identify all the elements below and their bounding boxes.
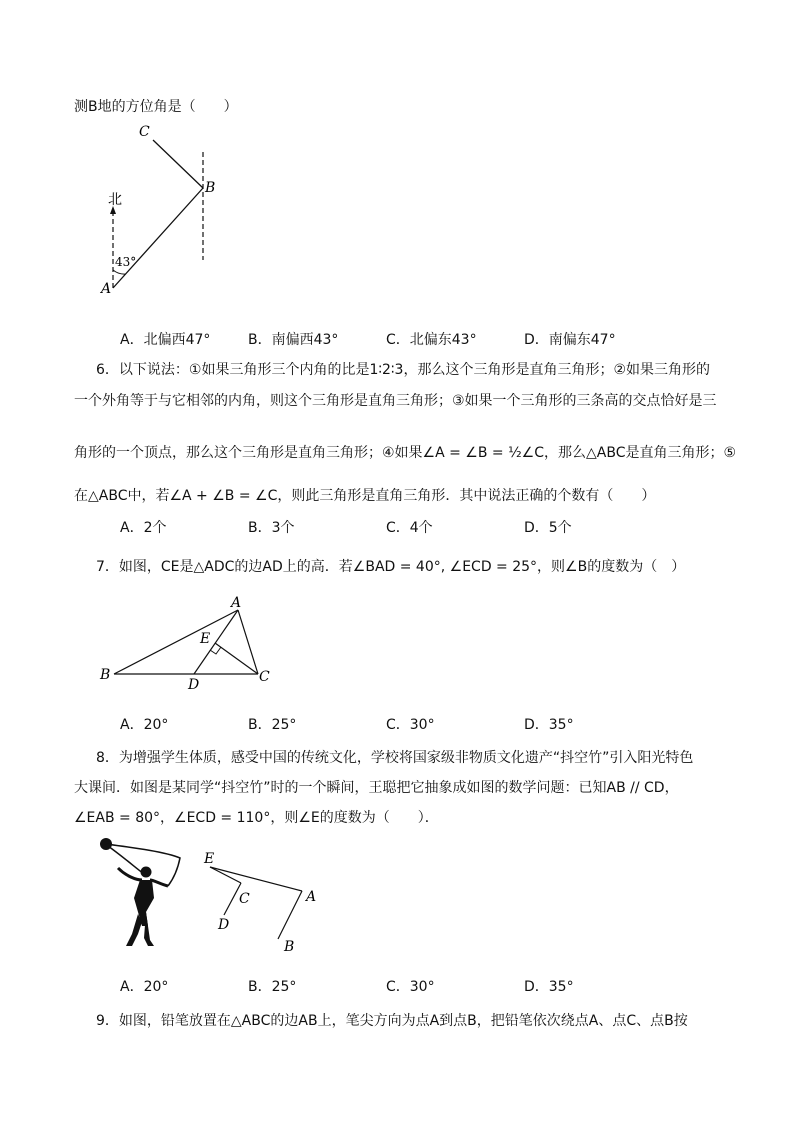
q5-option-a[interactable]: A．北偏西47° <box>120 332 211 348</box>
q7-option-b[interactable]: B．25° <box>248 717 297 733</box>
q7-label-d: D <box>188 677 200 692</box>
q7-stem: 7．如图，CE是△ADC的边AD上的高．若∠BAD = 40°, ∠ECD = 25°，则∠B的度数为（ ） <box>96 559 686 575</box>
q5-north-label: 北 <box>108 192 122 208</box>
q7-line-ce <box>215 643 258 674</box>
q8-label-d: D <box>218 917 230 933</box>
q8-abstract-figure <box>196 845 326 955</box>
q6-line-2: 一个外角等于与它相邻的内角，则这个三角形是直角三角形；③如果一个三角形的三条高的交点恰好是三 <box>74 393 717 409</box>
q6-line-4: 在△ABC中，若∠A + ∠B = ∠C，则此三角形是直角三角形．其中说法正确的个数有（ ） <box>74 488 656 504</box>
q8-line-1: 8．为增强学生体质，感受中国的传统文化，学校将国家级非物质文化遗产“抖空竹”引入阳光特色 <box>96 750 694 766</box>
q5-option-b[interactable]: B．南偏西43° <box>248 332 339 348</box>
q6-option-c[interactable]: C．4个 <box>386 520 433 536</box>
q5-line-ab <box>113 188 203 288</box>
q5-label-b: B <box>205 180 216 196</box>
q6-option-d[interactable]: D．5个 <box>524 520 572 536</box>
q7-label-e: E <box>200 631 211 647</box>
q8-option-a[interactable]: A．20° <box>120 979 169 995</box>
q7-label-c: C <box>259 669 270 685</box>
q8-label-c: C <box>239 891 250 907</box>
q6-option-a[interactable]: A．2个 <box>120 520 167 536</box>
q7-line-ba <box>114 610 238 674</box>
q6-line-1: 6．以下说法：①如果三角形三个内角的比是1∶2∶3，那么这个三角形是直角三角形；②如果三角形的 <box>96 362 711 378</box>
q7-triangle-figure <box>96 592 286 692</box>
q9-line-1: 9．如图，铅笔放置在△ABC的边AB上，笔尖方向为点A到点B，把铅笔依次绕点A、点C、点B按 <box>96 1013 688 1029</box>
q8-line-2: 大课间．如图是某同学“抖空竹”时的一个瞬间，王聪把它抽象成如图的数学问题：已知AB // CD， <box>74 780 679 796</box>
q5-stem-tail: 测B地的方位角是（ ） <box>74 99 238 115</box>
q7-line-ac <box>238 610 258 674</box>
kongzhu-player-silhouette <box>96 834 192 954</box>
q5-angle-label: 43° <box>115 255 137 269</box>
q8-line-ec <box>210 867 241 883</box>
q5-line-bc <box>153 140 203 188</box>
q7-option-d[interactable]: D．35° <box>524 717 574 733</box>
q8-label-e: E <box>204 851 215 867</box>
q5-option-c[interactable]: C．北偏东43° <box>386 332 477 348</box>
q6-line-3: 角形的一个顶点，那么这个三角形是直角三角形；④如果∠A = ∠B = ½∠C，那么△ABC是直角三角形；⑤ <box>74 445 737 461</box>
q7-label-b: B <box>100 667 111 683</box>
q8-label-a: A <box>306 889 317 905</box>
q7-option-c[interactable]: C．30° <box>386 717 435 733</box>
q8-line-3: ∠EAB = 80°，∠ECD = 110°，则∠E的度数为（ ）． <box>74 810 439 826</box>
q7-option-a[interactable]: A．20° <box>120 717 169 733</box>
q8-option-c[interactable]: C．30° <box>386 979 435 995</box>
q6-option-b[interactable]: B．3个 <box>248 520 295 536</box>
q5-label-c: C <box>139 124 150 140</box>
q8-line-ea <box>210 867 302 891</box>
q5-bearing-figure <box>95 120 235 300</box>
q7-label-a: A <box>231 595 242 611</box>
q8-option-d[interactable]: D．35° <box>524 979 574 995</box>
q5-option-d[interactable]: D．南偏东47° <box>524 332 616 348</box>
q5-label-a: A <box>101 281 112 297</box>
q8-option-b[interactable]: B．25° <box>248 979 297 995</box>
q5-angle-arc <box>113 270 126 274</box>
q8-label-b: B <box>284 939 295 955</box>
q8-line-ab <box>278 891 302 939</box>
